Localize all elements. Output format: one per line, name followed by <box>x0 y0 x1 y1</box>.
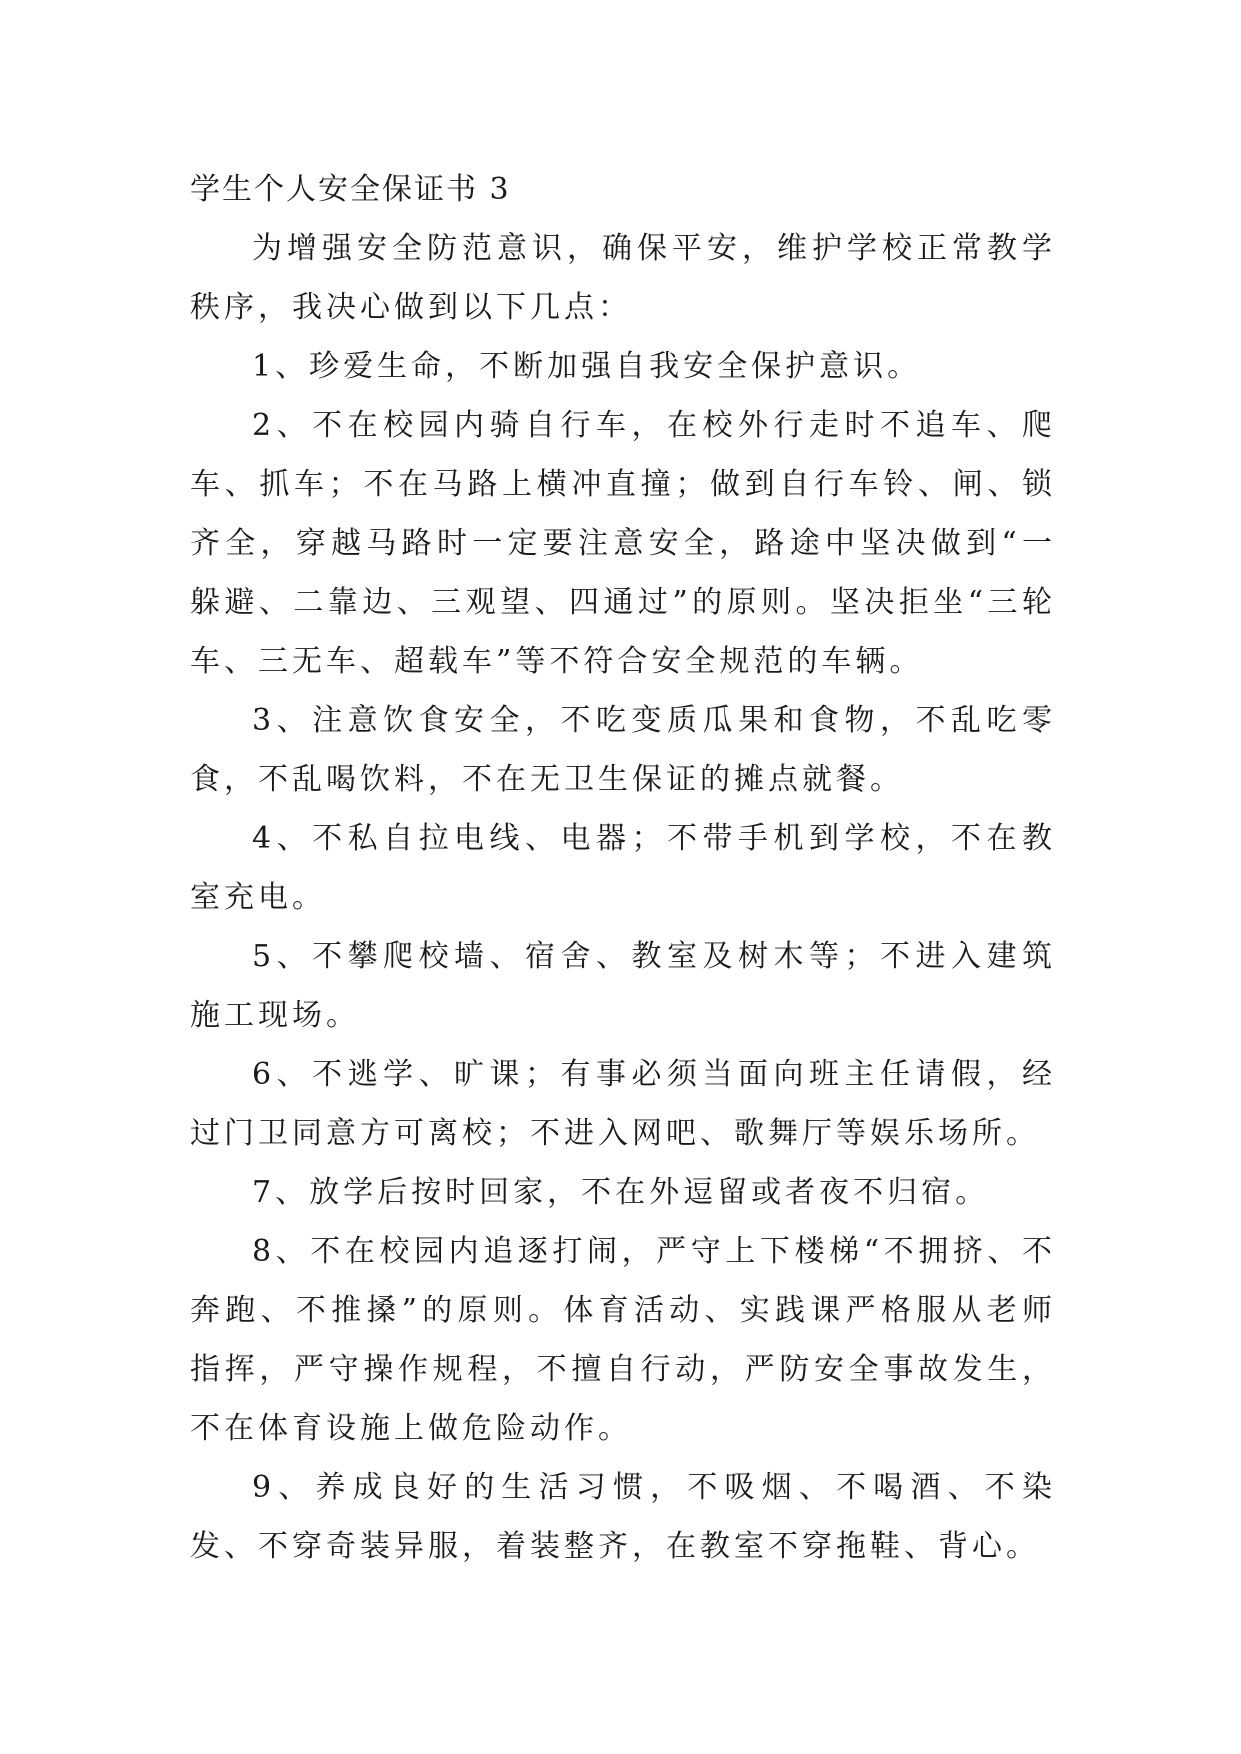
item-7-paragraph: 7、放学后按时回家，不在外逗留或者夜不归宿。 <box>252 1175 990 1210</box>
item-6-paragraph: 6、不逃学、旷课；有事必须当面向班主任请假，经过门卫同意方可离校；不进入网吧、歌舞厅等娱乐场所。 <box>190 1057 1056 1151</box>
document-body <box>190 160 1056 1576</box>
item-5-paragraph: 5、不攀爬校墙、宿舍、教室及树木等；不进入建筑施工现场。 <box>190 939 1056 1033</box>
item-2-paragraph: 2、不在校园内骑自行车，在校外行走时不追车、爬车、抓车；不在马路上横冲直撞；做到自行车铃、闸、锁齐全，穿越马路时一定要注意安全，路途中坚决做到“一躲避、二靠边、三观望、四通过”的原则。坚决拒坐“三轮车、三无车、超载车”等不符合安全规范的车辆。 <box>190 408 1056 679</box>
item-8-paragraph: 8、不在校园内追逐打闹，严守上下楼梯“不拥挤、不奔跑、不推搡”的原则。体育活动、实践课严格服从老师指挥，严守操作规程，不擅自行动，严防安全事故发生，不在体育设施上做危险动作。 <box>190 1234 1056 1446</box>
item-3-paragraph: 3、注意饮食安全，不吃变质瓜果和食物，不乱吃零食，不乱喝饮料，不在无卫生保证的摊点就餐。 <box>190 703 1056 797</box>
item-1-paragraph: 1、珍爱生命，不断加强自我安全保护意识。 <box>252 349 922 384</box>
document-title: 学生个人安全保证书 3 <box>190 172 511 207</box>
item-4-paragraph: 4、不私自拉电线、电器；不带手机到学校，不在教室充电。 <box>190 821 1056 915</box>
intro-paragraph: 为增强安全防范意识，确保平安，维护学校正常教学秩序，我决心做到以下几点： <box>190 231 1056 325</box>
item-9-paragraph: 9、养成良好的生活习惯，不吸烟、不喝酒、不染发、不穿奇装异服，着装整齐，在教室不穿拖鞋、背心。 <box>190 1470 1056 1564</box>
